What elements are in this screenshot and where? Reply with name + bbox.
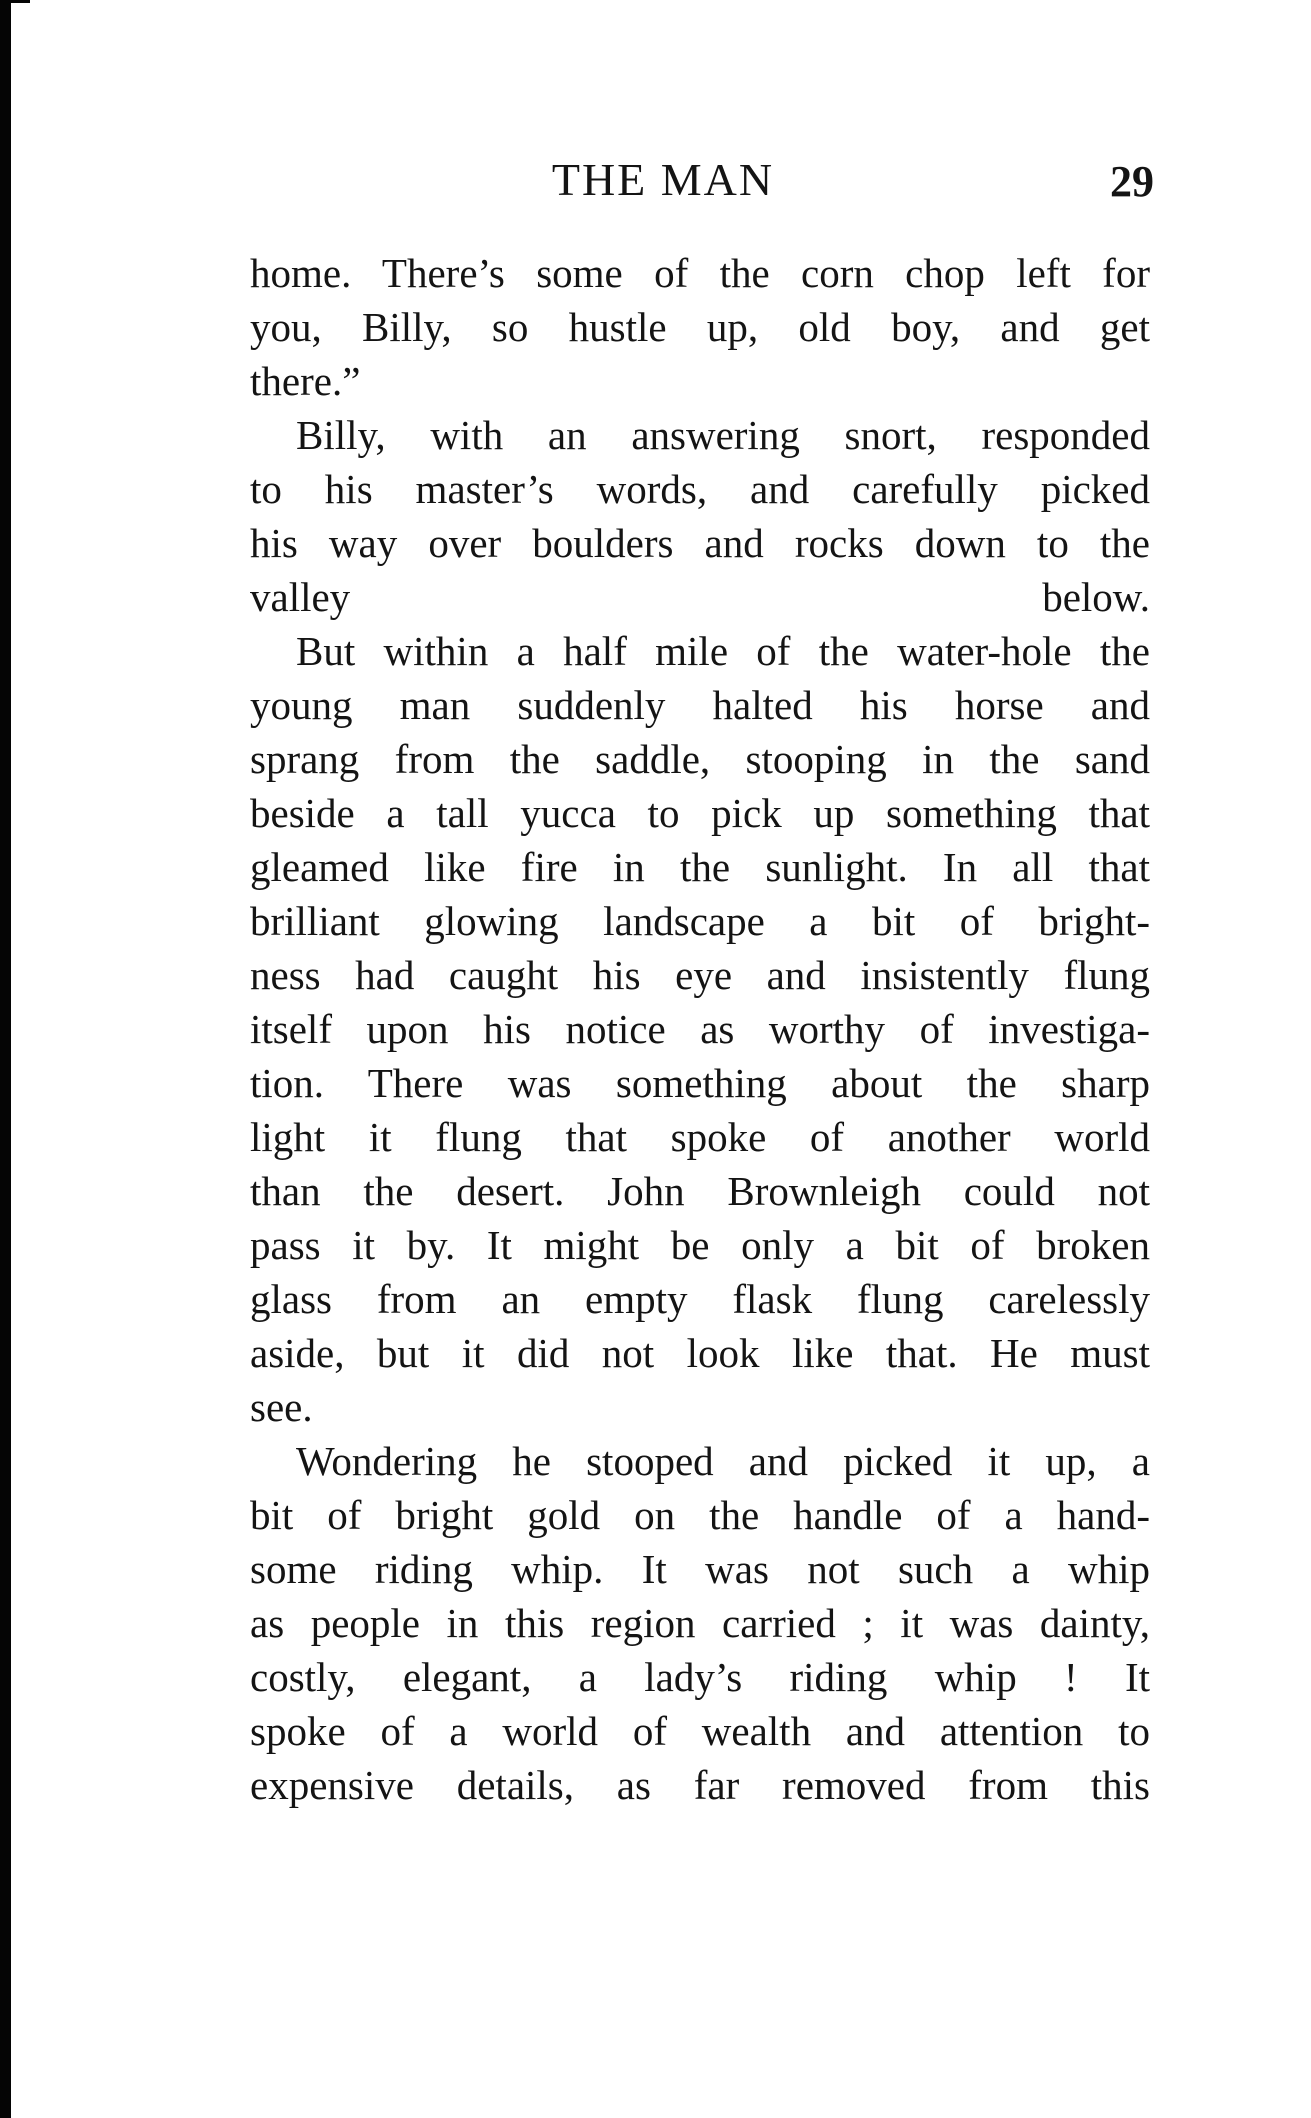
text-line: brilliant glowing landscape a bit of bright- (250, 898, 1150, 944)
text-line: glass from an empty flask flung carelessly (250, 1276, 1150, 1322)
text-line: than the desert. John Brownleigh could not (250, 1168, 1150, 1214)
text-line: pass it by. It might be only a bit of broken (250, 1222, 1150, 1268)
paragraph (250, 624, 1150, 1434)
paragraph (250, 1434, 1150, 1812)
text-line: sprang from the saddle, stooping in the sand (250, 736, 1150, 782)
binding-corner (0, 0, 30, 3)
text-line: to his master’s words, and carefully picked (250, 466, 1150, 512)
text-line: gleamed like fire in the sunlight. In all that (250, 844, 1150, 890)
text-line: beside a tall yucca to pick up something that (250, 790, 1150, 836)
text-line: see. (250, 1384, 313, 1430)
text-line: Wondering he stooped and picked it up, a (296, 1438, 1150, 1484)
text-line: aside, but it did not look like that. He must (250, 1330, 1150, 1376)
text-line: his way over boulders and rocks down to the (250, 520, 1150, 566)
text-line: expensive details, as far removed from this (250, 1762, 1150, 1808)
page-number: 29 (1110, 157, 1154, 206)
text-line: spoke of a world of wealth and attention to (250, 1708, 1150, 1754)
text-line: costly, elegant, a lady’s riding whip ! It (250, 1654, 1150, 1700)
text-line: Billy, with an answering snort, responded (296, 412, 1150, 458)
text-line: there.” (250, 358, 361, 404)
text-line: you, Billy, so hustle up, old boy, and get (250, 304, 1150, 350)
text-line: tion. There was something about the sharp (250, 1060, 1150, 1106)
text-line: ness had caught his eye and insistently flung (250, 952, 1150, 998)
paragraph (250, 408, 1150, 624)
running-head (250, 150, 1154, 210)
text-line: But within a half mile of the water-hole the (296, 628, 1150, 674)
binding-edge (0, 0, 11, 2118)
page-body (250, 246, 1150, 1812)
text-line: valley below. (250, 574, 1150, 620)
running-title: THE MAN (551, 154, 775, 205)
paragraph (250, 246, 1150, 408)
text-line: some riding whip. It was not such a whip (250, 1546, 1150, 1592)
text-line: home. There’s some of the corn chop left for (250, 250, 1150, 296)
text-line: as people in this region carried ; it was dainty, (250, 1600, 1150, 1646)
text-line: light it flung that spoke of another world (250, 1114, 1150, 1160)
text-line: young man suddenly halted his horse and (250, 682, 1150, 728)
text-line: itself upon his notice as worthy of investiga- (250, 1006, 1150, 1052)
text-line: bit of bright gold on the handle of a hand- (250, 1492, 1150, 1538)
